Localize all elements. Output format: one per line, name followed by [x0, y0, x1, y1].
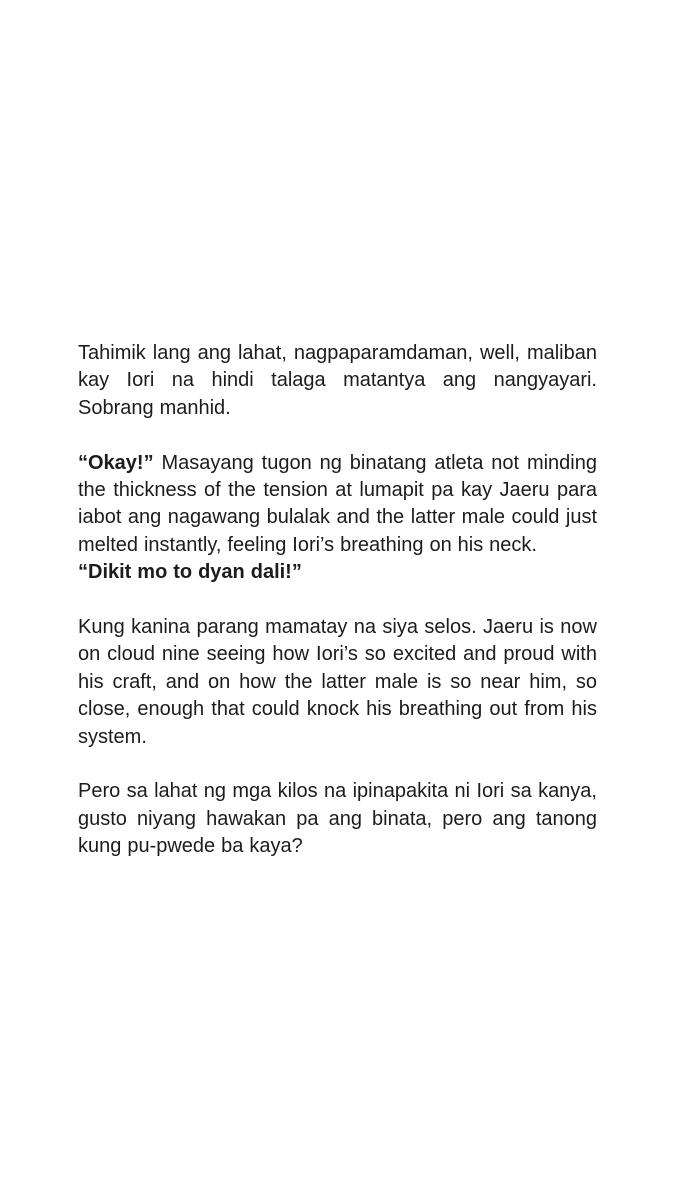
- paragraph-4: [78, 778, 597, 860]
- paragraph-3-text: Kung kanina parang mamatay na siya selos. Jaeru is now on cloud nine seeing how Iori’s so excited and proud with his craft, and on how the latter male is so near him, so close, enough that could knock his breathing out from his system.: [78, 616, 597, 748]
- paragraph-3: [78, 614, 597, 751]
- story-text: [78, 340, 597, 888]
- paragraph-1-text: Tahimik lang ang lahat, nagpaparamdaman, well, maliban kay Iori na hindi talaga matantya ang nangyayari. Sobrang manhid.: [78, 342, 597, 419]
- paragraph-2-text: Masayang tugon ng binatang atleta not minding the thickness of the tension at lumapit pa kay Jaeru para iabot ang nagawang bulalak and the latter male could just melted instantly, feeling Iori’s breathing on his neck.: [78, 451, 597, 556]
- paragraph-1: [78, 340, 597, 422]
- dialogue-dikit: “Dikit mo to dyan dali!”: [78, 561, 302, 584]
- paragraph-4-text: Pero sa lahat ng mga kilos na ipinapakita ni Iori sa kanya, gusto niyang hawakan pa ang binata, pero ang tanong kung pu-pwede ba kaya?: [78, 780, 597, 858]
- dialogue-okay: “Okay!”: [78, 451, 154, 474]
- paragraph-2: [78, 450, 597, 587]
